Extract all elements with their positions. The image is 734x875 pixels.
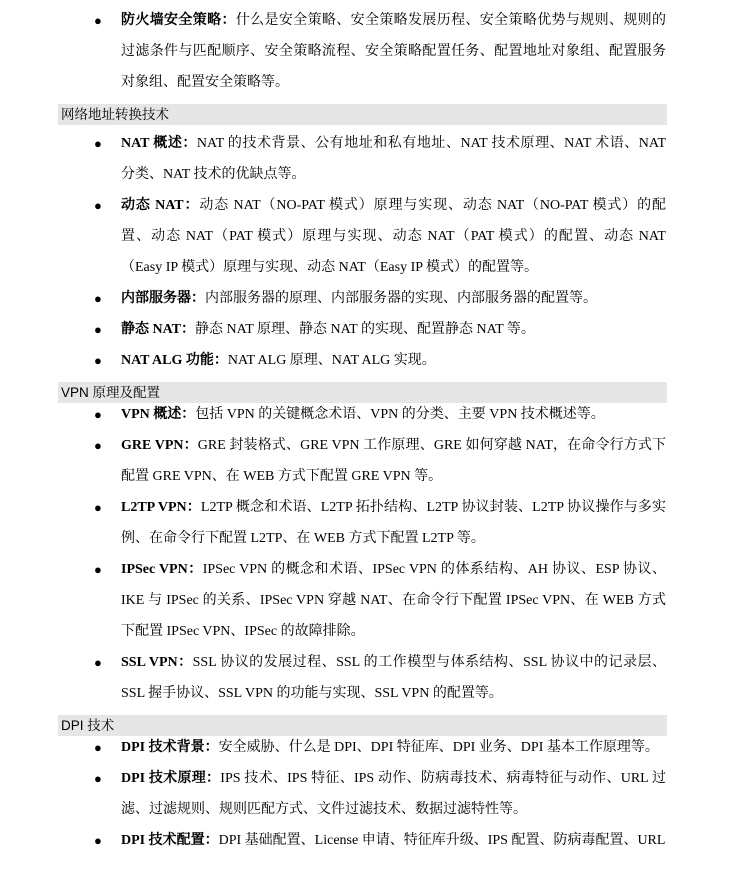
item-term: 防火墙安全策略： xyxy=(121,13,236,28)
item-term: IPSec VPN： xyxy=(121,562,203,577)
item-term: NAT 概述： xyxy=(121,136,197,151)
bullet-icon: ● xyxy=(94,322,102,337)
list-item xyxy=(94,399,666,430)
item-text: DPI 基础配置、License 申请、特征库升级、IPS 配置、防病毒配置、URL xyxy=(218,833,666,848)
bullet-icon: ● xyxy=(94,198,102,213)
item-term: NAT ALG 功能： xyxy=(121,353,228,368)
bullet-icon: ● xyxy=(94,136,102,151)
section-nat xyxy=(0,104,734,376)
bullet-icon: ● xyxy=(94,438,102,453)
item-text: 安全威胁、什么是 DPI、DPI 特征库、DPI 业务、DPI 基本工作原理等。 xyxy=(218,740,659,755)
item-text: IPS 技术、IPS 特征、IPS 动作、防病毒技术、病毒特征与动作、URL 过滤、过滤规则、规则匹配方式、文件过滤技术、数据过滤特性等。 xyxy=(121,771,666,817)
item-list xyxy=(0,399,734,709)
item-text: NAT ALG 原理、NAT ALG 实现。 xyxy=(227,353,436,368)
list-item xyxy=(94,647,666,709)
list-item xyxy=(94,732,666,763)
bullet-icon: ● xyxy=(94,655,102,670)
item-text: 包括 VPN 的关键概念术语、VPN 的分类、主要 VPN 技术概述等。 xyxy=(195,407,605,422)
bullet-icon: ● xyxy=(94,833,102,848)
item-term: VPN 概述： xyxy=(121,407,196,422)
item-term: DPI 技术背景： xyxy=(121,740,219,755)
item-term: 动态 NAT： xyxy=(121,198,200,213)
list-item xyxy=(94,763,666,825)
item-text: SSL 协议的发展过程、SSL 的工作模型与体系结构、SSL 协议中的记录层、SSL 握手协议、SSL VPN 的功能与实现、SSL VPN 的配置等。 xyxy=(121,655,666,701)
list-item xyxy=(94,190,666,283)
item-list xyxy=(0,5,734,98)
list-item xyxy=(94,825,666,856)
item-text: L2TP 概念和术语、L2TP 拓扑结构、L2TP 协议封装、L2TP 协议操作与多实例、在命令行下配置 L2TP、在 WEB 方式下配置 L2TP 等。 xyxy=(121,500,666,546)
section-heading: 网络地址转换技术 xyxy=(58,104,667,125)
item-text: 静态 NAT 原理、静态 NAT 的实现、配置静态 NAT 等。 xyxy=(195,322,535,337)
bullet-icon: ● xyxy=(94,407,102,422)
item-term: DPI 技术配置： xyxy=(121,833,219,848)
item-text: IPSec VPN 的概念和术语、IPSec VPN 的体系结构、AH 协议、ESP 协议、IKE 与 IPSec 的关系、IPSec VPN 穿越 NAT、在命令行下配置 IPSec VPN、在 WEB 方式下配置 IPSec VPN、IPSec 的故障排除。 xyxy=(121,562,667,639)
bullet-icon: ● xyxy=(94,562,102,577)
bullet-icon: ● xyxy=(94,13,102,28)
list-item xyxy=(94,5,666,98)
item-text: 内部服务器的原理、内部服务器的实现、内部服务器的配置等。 xyxy=(205,291,597,306)
bullet-icon: ● xyxy=(94,291,102,306)
section-heading: DPI 技术 xyxy=(58,715,667,736)
bullet-icon: ● xyxy=(94,771,102,786)
item-list xyxy=(0,128,734,376)
section-dpi xyxy=(0,715,734,856)
item-list xyxy=(0,732,734,856)
bullet-icon: ● xyxy=(94,740,102,755)
bullet-icon: ● xyxy=(94,353,102,368)
item-term: L2TP VPN： xyxy=(121,500,201,515)
list-item xyxy=(94,554,667,647)
section-firewall-policy xyxy=(0,5,734,98)
item-term: SSL VPN： xyxy=(121,655,193,670)
item-term: GRE VPN： xyxy=(121,438,198,453)
bullet-icon: ● xyxy=(94,500,102,515)
item-text: GRE 封装格式、GRE VPN 工作原理、GRE 如何穿越 NAT，在命令行方式下配置 GRE VPN、在 WEB 方式下配置 GRE VPN 等。 xyxy=(121,438,666,484)
item-term: 静态 NAT： xyxy=(121,322,196,337)
list-item xyxy=(94,345,666,376)
list-item xyxy=(94,492,666,554)
item-term: DPI 技术原理： xyxy=(121,771,221,786)
list-item xyxy=(94,128,666,190)
section-heading: VPN 原理及配置 xyxy=(58,382,667,403)
item-text: 动态 NAT（NO-PAT 模式）原理与实现、动态 NAT（NO-PAT 模式）的配置、动态 NAT（PAT 模式）原理与实现、动态 NAT（PAT 模式）的配置、动态 NAT（Easy IP 模式）原理与实现、动态 NAT（Easy IP 模式）的配置等。 xyxy=(121,198,666,275)
item-term: 内部服务器： xyxy=(121,291,205,306)
item-text: NAT 的技术背景、公有地址和私有地址、NAT 技术原理、NAT 术语、NAT 分类、NAT 技术的优缺点等。 xyxy=(121,136,666,182)
list-item xyxy=(94,314,666,345)
list-item xyxy=(94,430,666,492)
item-text: 什么是安全策略、安全策略发展历程、安全策略优势与规则、规则的过滤条件与匹配顺序、安全策略流程、安全策略配置任务、配置地址对象组、配置服务对象组、配置安全策略等。 xyxy=(121,13,666,90)
list-item xyxy=(94,283,666,314)
section-vpn xyxy=(0,382,734,709)
